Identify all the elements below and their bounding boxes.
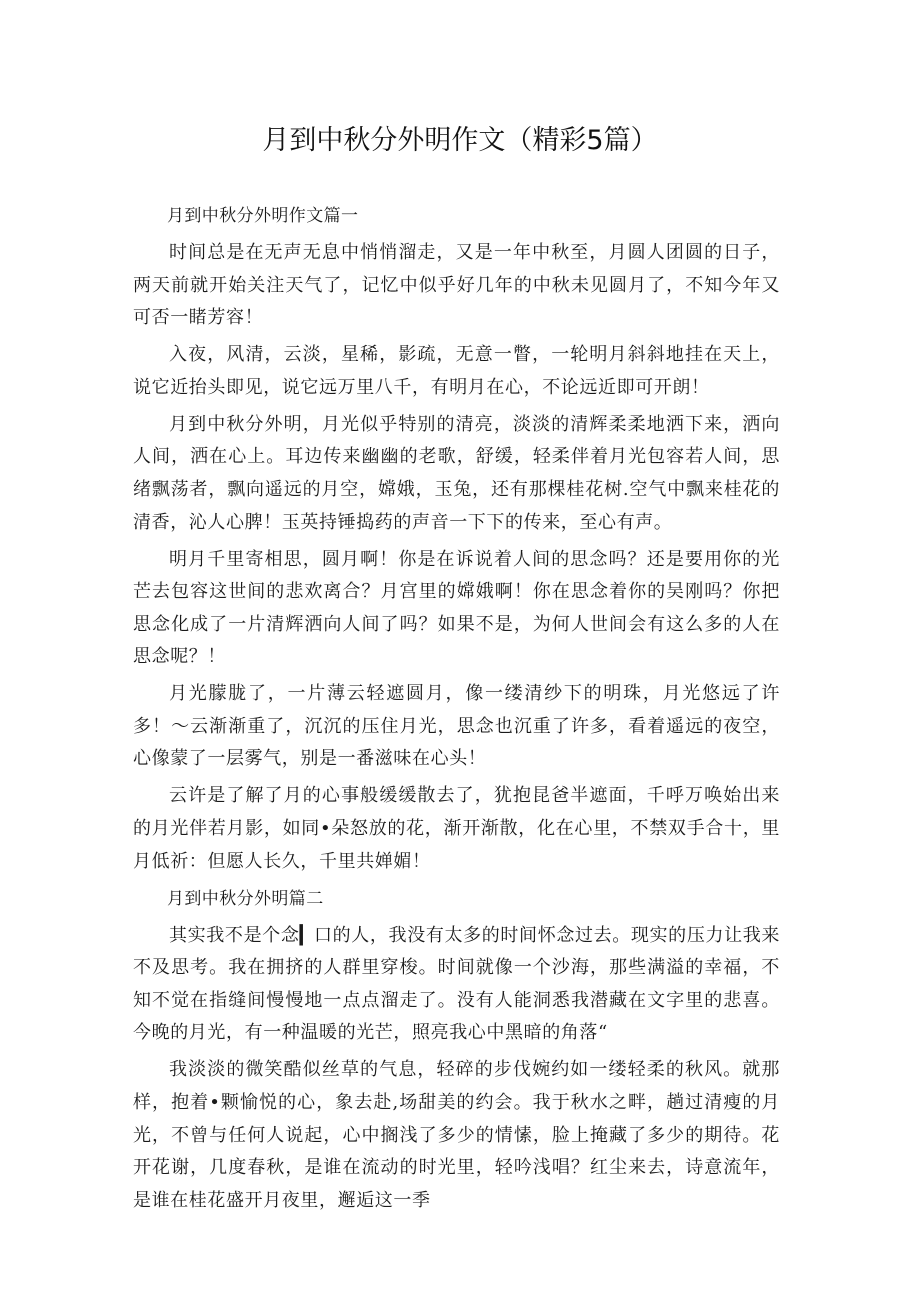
section-heading-2: 月到中秋分外明篇二	[167, 888, 324, 909]
paragraph: 月到中秋分外明，月光似乎特别的清亮，淡淡的清辉柔柔地洒下来，洒向人间，洒在心上。耳边传来幽幽的老歌，舒缓，轻柔伴着月光包容若人间，思绪飘荡者，飘向遥远的月空，嫦娥，玉兔，还有那棵桂花树.空气中飘来桂花的清香，沁人心脾！玉英持锤捣药的声音一下下的传来，至心有声。	[133, 413, 780, 533]
paragraph: 时间总是在无声无息中悄悄溜走，又是一年中秋至，月圆人团圆的日子，两天前就开始关注天气了，记忆中似乎好几年的中秋未见圆月了，不知今年又可否一睹芳容！	[133, 241, 780, 329]
paragraph: 其实我不是个念▎口的人，我没有太多的时间怀念过去。现实的压力让我来不及思考。我在拥挤的人群里穿梭。时间就像一个沙海，那些满溢的幸福，不知不觉在指缝间慢慢地一点点溜走了。没有人能洞悉我潜藏在文字里的悲喜。今晚的月光，有一种温暖的光芒，照亮我心中黑暗的角落“	[133, 924, 780, 1044]
paragraph: 入夜，风清，云淡，星稀，影疏，无意一瞥，一轮明月斜斜地挂在天上，说它近抬头即见，说它远万里八千，有明月在心，不论远近即可开朗！	[133, 344, 780, 398]
paragraph: 月光朦胧了，一片薄云轻遮圆月，像一缕清纱下的明珠，月光悠远了许多！～云渐渐重了，沉沉的压住月光，思念也沉重了许多，看着遥远的夜空，心像蒙了一层雾气，别是一番滋味在心头！	[133, 683, 780, 770]
paragraph: 明月千里寄相思，圆月啊！你是在诉说着人间的思念吗？还是要用你的光芒去包容这世间的悲欢离合？月宫里的嫦娥啊！你在思念着你的吴刚吗？你把思念化成了一片清辉洒向人间了吗？如果不是，为何人世间会有这么多的人在思念呢？！	[133, 548, 780, 668]
document-title: 月到中秋分外明作文（精彩5篇）	[262, 125, 658, 156]
document-body	[133, 200, 780, 1217]
paragraph: 云许是了解了月的心事般缓缓散去了，犹抱昆爸半遮面，千呼万唤始出来的月光伴若月影，如同•朵怒放的花，渐开渐散，化在心里，不禁双手合十，里月低祈：但愿人长久，千里共婵媚！	[133, 785, 780, 872]
section-heading-1: 月到中秋分外明作文篇一	[167, 206, 359, 226]
paragraph: 我淡淡的微笑酷似丝草的气息，轻碎的步伐婉约如一缕轻柔的秋风。就那样，抱着•颗愉悦的心，象去赴,场甜美的约会。我于秋水之畔，趟过清瘦的月光，不曾与任何人说起，心中搁浅了多少的情愫，脸上掩藏了多少的期待。花开花谢，几度春秋，是谁在流动的时光里，轻吟浅唱？红尘来去，诗意流年，是谁在桂花盛开月夜里，邂逅这一季	[133, 1059, 780, 1211]
